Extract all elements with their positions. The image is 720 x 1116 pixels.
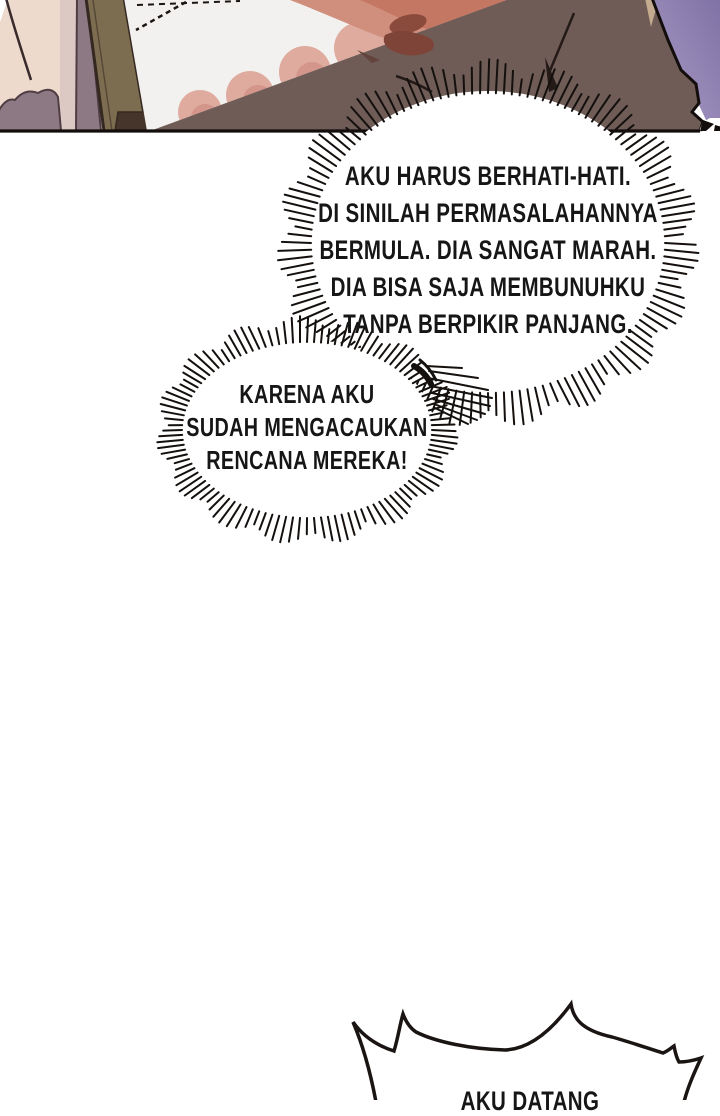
bubble-line: DI SINILAH PERMASALAHANNYA bbox=[318, 198, 658, 228]
bubble-line: KARENA AKU bbox=[239, 379, 375, 409]
burst-bubble-text bbox=[454, 1086, 606, 1116]
bubble-line: AKU HARUS BERHATI-HATI. bbox=[344, 161, 632, 191]
bubble-line: RENCANA MEREKA! bbox=[206, 445, 408, 475]
burst-bubble bbox=[330, 995, 720, 1100]
bubble-line: TANPA BERPIKIR PANJANG. bbox=[343, 309, 633, 339]
bubble-line: AKU DATANG bbox=[460, 1086, 600, 1116]
bubble-line: DIA BISA SAJA MEMBUNUHKU bbox=[330, 272, 646, 302]
bubble-line: SUDAH MENGACAUKAN bbox=[186, 412, 428, 442]
bubble-line: BERMULA. DIA SANGAT MARAH. bbox=[319, 235, 657, 265]
thought-bubble-2-text bbox=[174, 378, 440, 477]
thought-bubble-1-text bbox=[298, 158, 678, 343]
